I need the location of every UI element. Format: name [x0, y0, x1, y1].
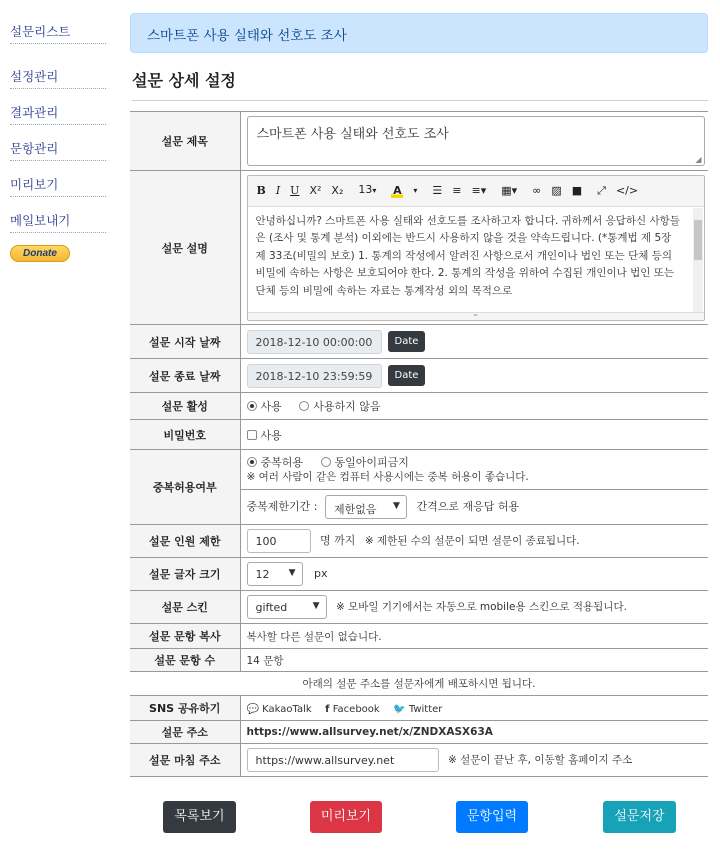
sidebar-item-results[interactable]: 결과관리	[10, 103, 106, 125]
active-off-text: 사용하지 않음	[313, 400, 381, 413]
twitter-share[interactable]	[393, 704, 442, 715]
sidebar-item-settings[interactable]: 설정관리	[10, 67, 106, 89]
skin-select[interactable]	[247, 595, 327, 619]
link-icon[interactable]: ∞	[532, 183, 542, 197]
chevron-down-icon: ▼	[288, 568, 296, 578]
page-title: 설문 상세 설정	[132, 68, 708, 101]
bullet-list-icon[interactable]: ☰	[432, 183, 443, 197]
font-size-select[interactable]	[247, 562, 303, 586]
url-label: 설문 주소	[130, 721, 240, 744]
active-label: 설문 활성	[130, 393, 240, 420]
speech-bubble-icon: 💬	[246, 703, 259, 715]
dup-period-value: 제한없음	[333, 503, 377, 516]
font-size-value: 13	[358, 183, 373, 196]
table-icon[interactable]: ▦▾	[501, 183, 518, 197]
dup-block-text: 동일아이피금지	[334, 456, 409, 469]
radio-icon[interactable]	[299, 401, 309, 411]
highlight-icon: A	[393, 183, 402, 197]
editor-scroll-thumb[interactable]	[694, 220, 702, 260]
settings-form	[130, 111, 708, 777]
resize-grip-icon[interactable]: ◢	[695, 155, 702, 164]
end-date-button[interactable]: Date	[388, 365, 426, 386]
copy-label: 설문 문항 복사	[130, 624, 240, 649]
subscript-button[interactable]: X₂	[331, 183, 344, 197]
chevron-down-icon: ▼	[393, 501, 400, 511]
end-url-label: 설문 마침 주소	[130, 744, 240, 777]
radio-checked-icon[interactable]	[247, 457, 257, 467]
italic-button[interactable]: I	[275, 183, 281, 197]
font-size-unit: px	[314, 567, 328, 580]
sns-label: SNS 공유하기	[130, 696, 240, 721]
start-date-button[interactable]: Date	[388, 331, 426, 352]
kakaotalk-text: KakaoTalk	[262, 703, 312, 715]
copy-value: 복사할 다른 설문이 없습니다.	[240, 624, 708, 649]
facebook-icon: f	[325, 703, 330, 715]
list-button[interactable]: 목록보기	[163, 801, 236, 833]
end-url-input[interactable]: https://www.allsurvey.net	[247, 748, 439, 772]
dup-block-option[interactable]	[321, 456, 409, 469]
title-label: 설문 제목	[130, 112, 240, 171]
video-icon[interactable]: ■	[571, 183, 583, 197]
underline-button[interactable]: U	[290, 183, 300, 197]
facebook-text: Facebook	[332, 703, 380, 715]
start-date-input[interactable]: 2018-12-10 00:00:00	[247, 330, 382, 354]
image-icon[interactable]: ▨	[551, 183, 562, 197]
sidebar-item-preview[interactable]: 미리보기	[10, 175, 106, 197]
font-size-select-value: 12	[255, 568, 270, 581]
font-size-dropdown[interactable]: 13▾	[358, 183, 377, 196]
dup-allow-option[interactable]	[247, 456, 304, 469]
facebook-share[interactable]	[325, 704, 380, 715]
question-input-button[interactable]: 문항입력	[456, 801, 528, 833]
skin-label: 설문 스킨	[130, 591, 240, 624]
dup-allow-text: 중복허용	[260, 456, 304, 469]
password-option-text: 사용	[260, 428, 282, 442]
description-text[interactable]: 안녕하십니까? 스마트폰 사용 실태와 선호도를 조사하고자 합니다. 귀하께서 응답하신 사항들은 (조사 및 통계 분석) 이외에는 반드시 사용하지 않을 것을 약속드립니다. (*통계법 제 5장 제 33조(비밀의 보호) 1. 통계의 작성에서 알려진 사항으로서 개인이나 법인 또는 단체 등의 비밀에 속하는 사항은 보호되어야 한다. 2. 통계의 작성을 위하여 수집된 개인이나 법인 또는 단체 등의 비밀에 속하는 자료는 통계작성 외의 목적으로	[255, 214, 680, 297]
count-value: 14 문항	[240, 649, 708, 672]
skin-value: gifted	[255, 601, 288, 614]
count-label: 설문 문항 수	[130, 649, 240, 672]
dup-note: ※ 여러 사람이 같은 컴퓨터 사용시에는 중복 허용이 좋습니다.	[246, 471, 529, 483]
superscript-button[interactable]: X²	[309, 183, 322, 197]
highlight-color-button[interactable]	[391, 184, 403, 198]
description-editor[interactable]	[247, 175, 705, 321]
kakaotalk-share[interactable]	[247, 704, 312, 715]
save-survey-button[interactable]: 설문저장	[603, 801, 676, 833]
numbered-list-icon[interactable]: ≡	[452, 183, 462, 197]
skin-note: ※ 모바일 기기에서는 자동으로 mobile용 스킨으로 적용됩니다.	[336, 601, 627, 613]
font-size-label: 설문 글자 크기	[130, 558, 240, 591]
end-url-note: ※ 설문이 끝난 후, 이동할 홈페이지 주소	[448, 754, 633, 766]
password-label: 비밀번호	[130, 420, 240, 450]
description-label: 설문 설명	[130, 171, 240, 325]
dup-period-label: 중복제한기간 :	[246, 500, 318, 513]
editor-toolbar	[248, 176, 704, 207]
title-value: 스마트폰 사용 실태와 선호도 조사	[256, 127, 449, 142]
start-date-label: 설문 시작 날짜	[130, 325, 240, 359]
limit-note: ※ 제한된 수의 설문이 되면 설문이 종료됩니다.	[364, 535, 580, 547]
editor-resize-handle[interactable]: ═	[248, 312, 704, 320]
duplicate-label: 중복허용여부	[130, 450, 240, 525]
highlight-dropdown-icon[interactable]: ▾	[413, 185, 418, 195]
survey-url[interactable]: https://www.allsurvey.net/x/ZNDXASX63A	[240, 721, 708, 744]
chevron-down-icon: ▼	[312, 601, 320, 611]
active-off-option[interactable]	[299, 400, 380, 413]
sidebar-item-questions[interactable]: 문항관리	[10, 139, 106, 161]
end-date-input[interactable]: 2018-12-10 23:59:59	[247, 364, 382, 388]
radio-checked-icon[interactable]	[247, 401, 257, 411]
end-date-label: 설문 종료 날짜	[130, 359, 240, 393]
sidebar-item-send-mail[interactable]: 메일보내기	[10, 211, 106, 233]
password-option[interactable]	[247, 429, 282, 442]
dup-period-select[interactable]	[325, 495, 407, 519]
active-on-text: 사용	[260, 400, 282, 413]
checkbox-icon[interactable]	[247, 430, 257, 440]
limit-label: 설문 인원 제한	[130, 525, 240, 558]
share-notice: 아래의 설문 주소를 설문자에게 배포하시면 됩니다.	[130, 672, 708, 696]
align-icon[interactable]: ≡▾	[471, 183, 487, 197]
twitter-icon: 🐦	[393, 703, 406, 715]
bold-button[interactable]: B	[256, 183, 266, 197]
preview-button[interactable]: 미리보기	[310, 801, 382, 833]
survey-title-banner: 스마트폰 사용 실태와 선호도 조사	[130, 13, 708, 53]
limit-input[interactable]: 100	[247, 529, 311, 553]
active-on-option[interactable]	[247, 400, 282, 413]
donate-button[interactable]: Donate	[10, 245, 70, 262]
dup-period-suffix: 간격으로 재응답 허용	[416, 500, 520, 513]
code-view-icon[interactable]: </>	[615, 183, 639, 197]
editor-scrollbar[interactable]	[693, 208, 703, 312]
title-textarea[interactable]	[247, 116, 705, 166]
radio-icon[interactable]	[321, 457, 331, 467]
twitter-text: Twitter	[408, 703, 443, 715]
fullscreen-icon[interactable]: ⤢	[597, 183, 606, 197]
limit-unit: 명 까지	[320, 534, 356, 547]
sidebar-item-survey-list[interactable]: 설문리스트	[10, 22, 106, 44]
